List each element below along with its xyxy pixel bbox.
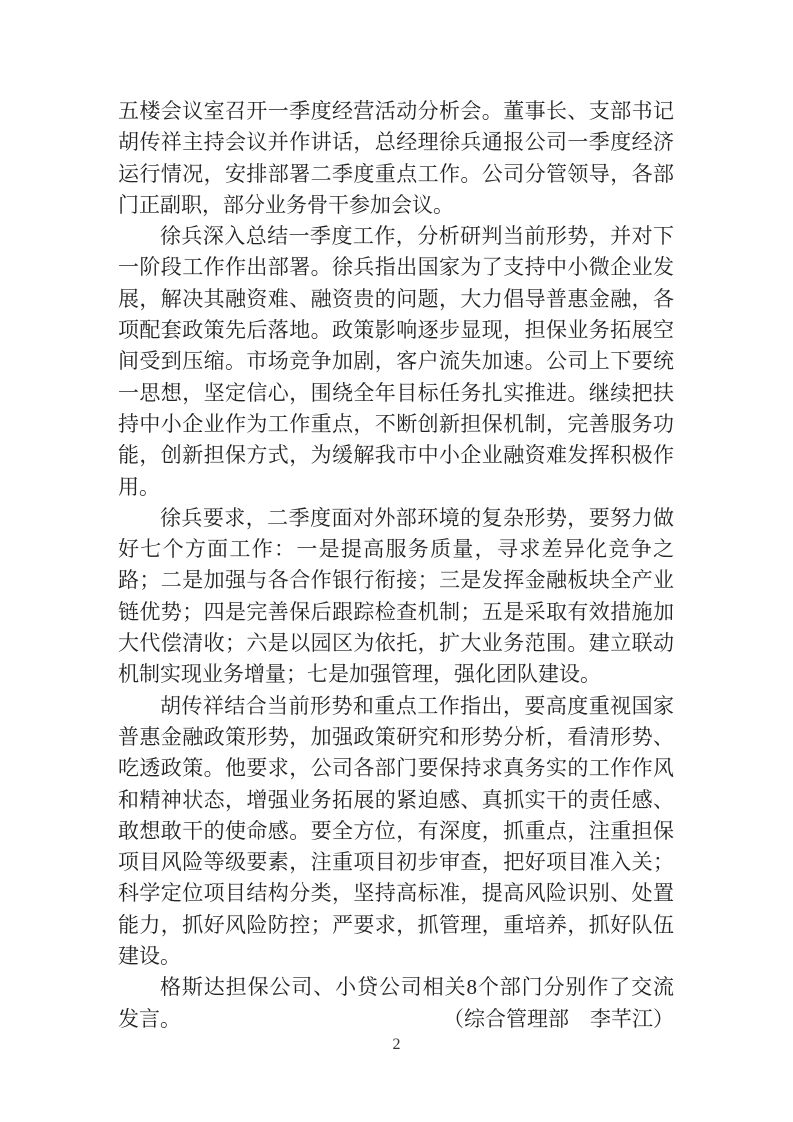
paragraph-5: [118, 972, 674, 1035]
paragraph-4: 胡传祥结合当前形势和重点工作指出，要高度重视国家普惠金融政策形势，加强政策研究和形势分析，看清形势、吃透政策。他要求，公司各部门要保持求真务实的工作作风和精神状态，增强业务拓展的紧迫感、真抓实干的责任感、敢想敢干的使命感。要全方位，有深度，抓重点，注重担保项目风险等级要素，注重项目初步审查，把好项目准入关；科学定位项目结构分类，坚持高标准，提高风险识别、处置能力，抓好风险防控；严要求，抓管理，重培养，抓好队伍建设。: [118, 693, 674, 969]
signature: （综合管理部 李芊江）: [443, 1006, 674, 1031]
paragraph-3: 徐兵要求，二季度面对外部环境的复杂形势，要努力做好七个方面工作：一是提高服务质量，寻求差异化竞争之路；二是加强与各合作银行衔接；三是发挥金融板块全产业链优势；四是完善保后跟踪检查机制；五是采取有效措施加大代偿清收；六是以园区为依托，扩大业务范围。建立联动机制实现业务增量；七是加强管理，强化团队建设。: [118, 505, 674, 687]
paragraph-1: 五楼会议室召开一季度经营活动分析会。董事长、支部书记胡传祥主持会议并作讲话，总经理徐兵通报公司一季度经济运行情况，安排部署二季度重点工作。公司分管领导，各部门正副职，部分业务骨干参加会议。: [118, 99, 674, 217]
document-body: [118, 96, 674, 1035]
paragraph-2: 徐兵深入总结一季度工作，分析研判当前形势，并对下一阶段工作作出部署。徐兵指出国家为了支持中小微企业发展，解决其融资难、融资贵的问题，大力倡导普惠金融，各项配套政策先后落地。政策影响逐步显现，担保业务拓展空间受到压缩。市场竞争加剧，客户流失加速。公司上下要统一思想，坚定信心，围绕全年目标任务扎实推进。继续把扶持中小企业作为工作重点，不断创新担保机制，完善服务功能，创新担保方式，为缓解我市中小企业融资难发挥积极作用。: [118, 224, 674, 499]
page-number: 2: [392, 1036, 401, 1053]
paragraph-5-text: 格斯达担保公司、小贷公司相关8个部门分别作了交流发言。: [118, 975, 674, 1031]
